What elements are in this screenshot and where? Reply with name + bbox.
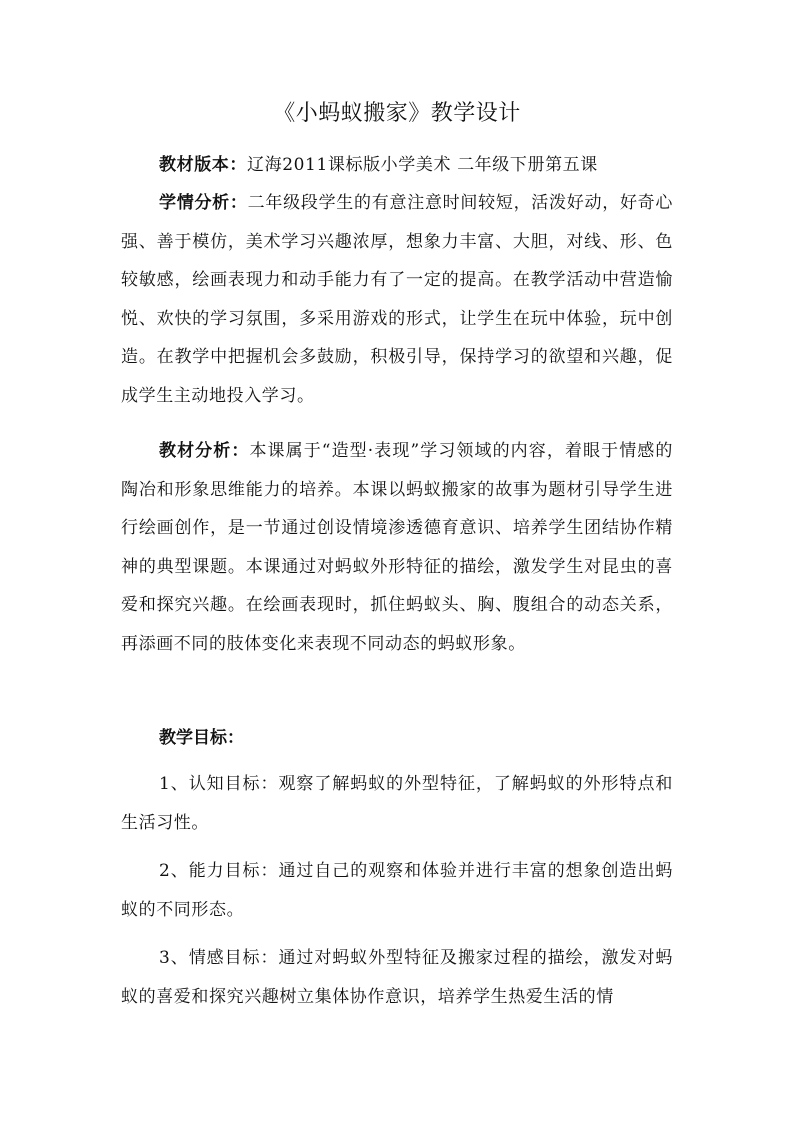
material-analysis-text: 本课属于“造型·表现”学习领域的内容，着眼于情感的陶冶和形象思维能力的培养。本课以蚂蚁搬家的故事为题材引导学生进行绘画创作，是一节通过创设情境渗透德育意识、培养学生团结协作精神的典型课题。本课通过对蚂蚁外形特征的描绘，激发学生对昆虫的喜爱和探究兴趣。在绘画表现时，抓住蚂蚁头、胸、腹组合的动态关系，再添画不同的肢体变化来表现不同动态的蚂蚁形象。 [121, 441, 673, 654]
goal-item: 3、情感目标：通过对蚂蚁外型特征及搬家过程的描绘，激发对蚂蚁的喜爱和探究兴趣树立集体协作意识，培养学生热爱生活的情 [121, 948, 673, 1007]
student-analysis-text: 二年级段学生的有意注意时间较短，活泼好动，好奇心强、善于模仿，美术学习兴趣浓厚，想象力丰富、大胆，对线、形、色较敏感，绘画表现力和动手能力有了一定的提高。在教学活动中营造愉悦、欢快的学习氛围，多采用游戏的形式，让学生在玩中体验，玩中创造。在教学中把握机会多鼓励，积极引导，保持学习的欲望和兴趣，促成学生主动地投入学习。 [121, 193, 674, 406]
version-paragraph [121, 146, 673, 185]
student-analysis-paragraph [121, 184, 673, 416]
goal-item: 1、认知目标：观察了解蚂蚁的外型特征，了解蚂蚁的外形特点和生活习性。 [121, 774, 673, 833]
version-label: 教材版本： [159, 155, 247, 175]
material-analysis-label: 教材分析： [159, 441, 250, 461]
student-analysis-label: 学情分析： [159, 193, 248, 213]
material-analysis-paragraph [121, 432, 673, 664]
goal-item: 2、能力目标：通过自己的观察和体验并进行丰富的想象创造出蚂蚁的不同形态。 [121, 861, 673, 920]
goals-heading: 教学目标： [159, 728, 244, 748]
version-text: 辽海2011课标版小学美术 二年级下册第五课 [247, 155, 598, 175]
document-title: 《小蚂蚁搬家》教学设计 [273, 101, 521, 126]
